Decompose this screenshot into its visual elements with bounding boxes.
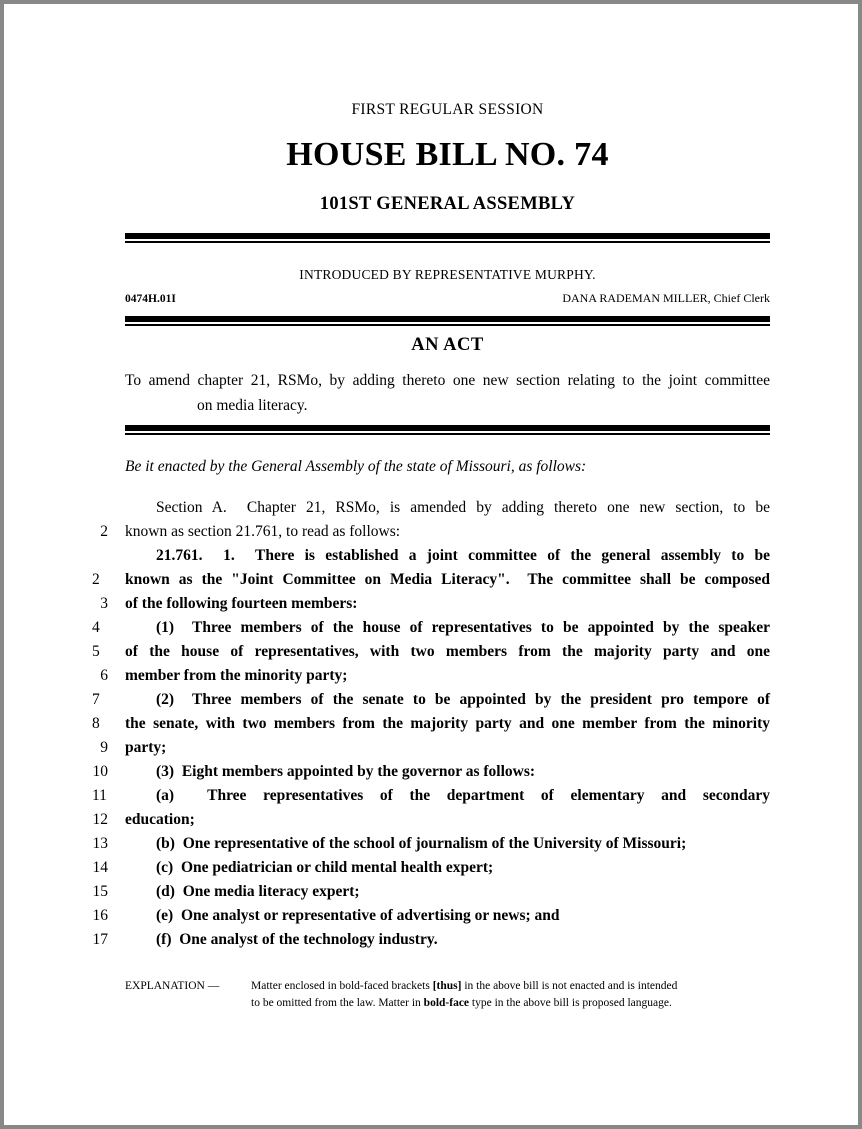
bill-line: [100, 664, 770, 688]
bill-content: [4, 101, 858, 1012]
explanation-segment: Matter enclosed in bold-faced brackets: [251, 980, 433, 992]
line-text: (f) One analyst of the technology industry.: [156, 931, 438, 948]
line-text: (d) One media literacy expert;: [156, 883, 360, 900]
line-number: 15: [92, 883, 108, 900]
bill-line: [125, 496, 770, 520]
line-number: 6: [100, 667, 108, 684]
explanation-segment: type in the above bill is proposed language.: [469, 997, 672, 1009]
bill-summary-line: To amend chapter 21, RSMo, by adding thereto one new section relating to the joint committee: [125, 372, 770, 389]
line-text: (e) One analyst or representative of advertising or news; and: [156, 907, 560, 924]
line-number: 4: [92, 619, 100, 636]
line-text: education;: [125, 811, 195, 828]
line-number: 8: [92, 715, 100, 732]
bill-line: [92, 928, 770, 952]
line-text: member from the minority party;: [125, 667, 348, 684]
line-text: (1) Three members of the house of representatives to be appointed by the speaker: [156, 619, 770, 636]
bill-line: [92, 904, 770, 928]
line-text: of the house of representatives, with two members from the majority party and one: [125, 643, 770, 660]
bill-line: [92, 616, 770, 640]
bill-line: [92, 832, 770, 856]
line-text: known as the "Joint Committee on Media Literacy". The committee shall be composed: [125, 571, 770, 588]
explanation-label: EXPLANATION —: [125, 980, 220, 992]
line-number: 3: [100, 595, 108, 612]
explanation-footer: [125, 978, 770, 1012]
explanation-text: [251, 978, 770, 1012]
line-text: of the following fourteen members:: [125, 595, 358, 612]
introduced-by-line: INTRODUCED BY REPRESENTATIVE MURPHY.: [299, 267, 596, 282]
rule-thick-bar: [125, 425, 770, 431]
line-text: Section A. Chapter 21, RSMo, is amended by adding thereto one new section, to be: [156, 499, 770, 516]
line-number: 16: [92, 907, 108, 924]
bill-line: [92, 856, 770, 880]
line-number: 5: [92, 643, 100, 660]
line-number: 13: [92, 835, 108, 852]
rule-thin-bar: [125, 433, 770, 435]
divider-rule-top: [125, 233, 770, 243]
bill-line: [125, 544, 770, 568]
line-text: (a) Three representatives of the department of elementary and secondary: [156, 787, 770, 804]
bill-line: [92, 808, 770, 832]
bill-summary-line: on media literacy.: [197, 397, 308, 414]
rule-thin-bar: [125, 241, 770, 243]
bill-line: [92, 784, 770, 808]
explanation-segment: in the above bill is not enacted and is intended: [461, 980, 678, 992]
line-text: the senate, with two members from the majority party and one member from the minority: [125, 715, 770, 732]
explanation-bold-segment: bold-face: [423, 997, 470, 1009]
bill-line: [92, 880, 770, 904]
bill-line: [100, 592, 770, 616]
line-text: 21.761. 1. There is established a joint committee of the general assembly to be: [156, 547, 770, 564]
bill-line: [92, 640, 770, 664]
bill-line: [100, 736, 770, 760]
bill-line: [100, 520, 770, 544]
rule-thin-bar: [125, 324, 770, 326]
clerk-row: [125, 291, 770, 307]
line-text: (3) Eight members appointed by the governor as follows:: [156, 763, 536, 780]
line-text: (c) One pediatrician or child mental health expert;: [156, 859, 494, 876]
bill-summary: [125, 368, 770, 418]
rule-thick-bar: [125, 233, 770, 239]
line-number: 7: [92, 691, 100, 708]
bill-line: [92, 568, 770, 592]
explanation-segment: to be omitted from the law. Matter in: [251, 997, 424, 1009]
bill-line: [92, 712, 770, 736]
explanation-line: [251, 995, 770, 1012]
divider-rule-middle: [125, 316, 770, 326]
bill-line: [92, 688, 770, 712]
line-text: (2) Three members of the senate to be appointed by the president pro tempore of: [156, 691, 770, 708]
line-number: 12: [92, 811, 108, 828]
bill-body: [92, 496, 770, 952]
line-number: 9: [100, 739, 108, 756]
explanation-bold-segment: [thus]: [432, 980, 462, 992]
chief-clerk-name: DANA RADEMAN MILLER, Chief Clerk: [562, 291, 770, 305]
enacting-clause: Be it enacted by the General Assembly of the state of Missouri, as follows:: [125, 458, 587, 475]
line-number: 2: [100, 523, 108, 540]
line-number: 2: [92, 571, 100, 588]
line-number: 17: [92, 931, 108, 948]
bill-code: 0474H.01I: [125, 293, 176, 305]
bill-line: [92, 760, 770, 784]
assembly-heading: 101ST GENERAL ASSEMBLY: [319, 194, 576, 214]
line-number: 11: [92, 787, 107, 804]
bill-title: HOUSE BILL NO. 74: [286, 136, 609, 173]
an-act-heading: AN ACT: [411, 335, 484, 355]
rule-thick-bar: [125, 316, 770, 322]
explanation-line: [251, 978, 770, 995]
line-number: 14: [92, 859, 108, 876]
line-number: 10: [92, 763, 108, 780]
line-text: (b) One representative of the school of journalism of the University of Missouri;: [156, 835, 687, 852]
divider-rule-bottom: [125, 425, 770, 435]
session-heading: FIRST REGULAR SESSION: [351, 101, 544, 118]
line-text: known as section 21.761, to read as follows:: [125, 523, 401, 540]
line-text: party;: [125, 739, 167, 756]
